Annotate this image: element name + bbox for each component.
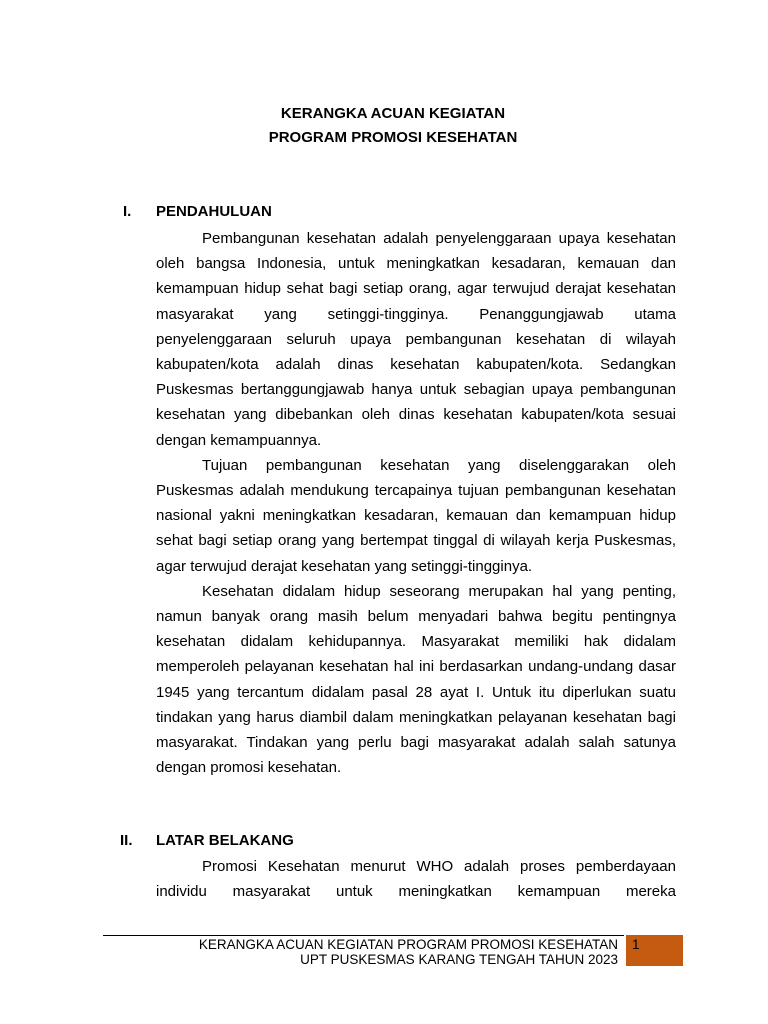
section-1-number: I.	[123, 203, 132, 220]
section-1-heading: PENDAHULUAN	[156, 203, 272, 220]
footer-divider	[103, 935, 624, 936]
document-title-line-1: KERANGKA ACUAN KEGIATAN	[280, 105, 506, 122]
section-1-paragraph-1: Pembangunan kesehatan adalah penyelenggaraan upaya kesehatan oleh bangsa Indonesia, untuk meningkatkan kesadaran, kemauan dan kemampuan hidup sehat bagi setiap orang, agar terwujud derajat kesehatan masyarakat yang setinggi-tingginya. Penanggungjawab utama penyelenggaraan seluruh upaya pembangunan kesehatan di wilayah kabupaten/kota adalah dinas kesehatan kabupaten/kota. Sedangkan Puskesmas bertanggungjawab hanya untuk sebagian upaya pembangunan kesehatan yang dibebankan oleh dinas kesehatan kabupaten/kota sesuai dengan kemampuannya.	[156, 230, 676, 449]
page-number: 1	[632, 937, 640, 952]
footer-line-1: KERANGKA ACUAN KEGIATAN PROGRAM PROMOSI KESEHATAN	[198, 937, 618, 952]
section-2-heading: LATAR BELAKANG	[156, 832, 294, 849]
page-footer	[103, 937, 618, 967]
section-1-paragraph-3: Kesehatan didalam hidup seseorang merupakan hal yang penting, namun banyak orang masih belum menyadari bahwa begitu pentingnya kesehatan didalam kehidupannya. Masyarakat memiliki hak didalam memperoleh pelayanan kesehatan hal ini berdasarkan undang-undang dasar 1945 yang tercantum didalam pasal 28 ayat I. Untuk itu diperlukan suatu tindakan yang harus diambil dalam meningkatkan pelayanan kesehatan bagi masyarakat. Tindakan yang perlu bagi masyarakat adalah salah satunya dengan promosi kesehatan.	[156, 582, 676, 777]
section-1-paragraph-2: Tujuan pembangunan kesehatan yang diselenggarakan oleh Puskesmas adalah mendukung tercapainya tujuan pembangunan kesehatan nasional yakni meningkatkan kesadaran, kemauan dan kemampuan hidup sehat bagi setiap orang yang bertempat tinggal di wilayah kerja Puskesmas, agar terwujud derajat kesehatan yang setinggi-tingginya.	[156, 456, 676, 575]
section-2-body	[156, 854, 676, 904]
footer-line-2: UPT PUSKESMAS KARANG TENGAH TAHUN 2023	[300, 952, 618, 967]
page-number-box	[626, 935, 683, 966]
section-1-body	[156, 226, 676, 780]
section-2-number: II.	[120, 832, 133, 849]
section-2-paragraph-1: Promosi Kesehatan menurut WHO adalah proses pemberdayaan individu masyarakat untuk meningkatkan kemampuan mereka	[156, 858, 676, 901]
document-title-line-2: PROGRAM PROMOSI KESEHATAN	[268, 129, 518, 146]
